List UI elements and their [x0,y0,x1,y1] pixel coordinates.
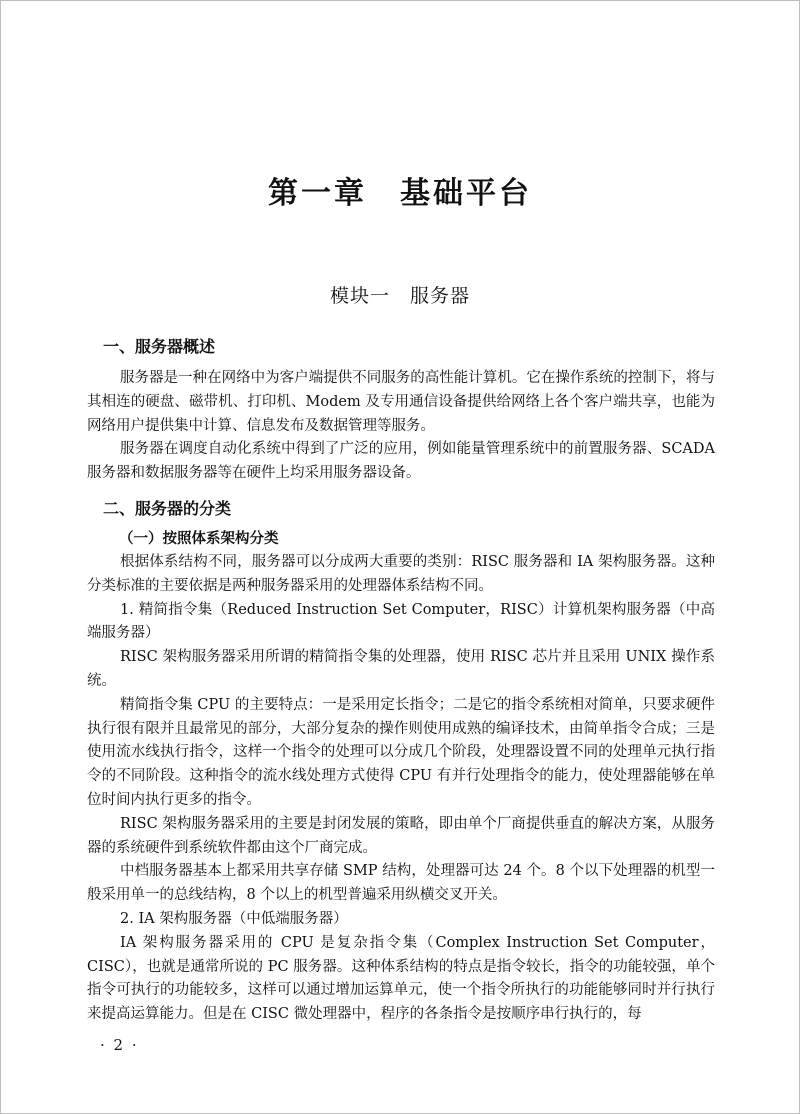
body-content [87,336,715,1027]
numbered-item-risc: 1. 精简指令集（Reduced Instruction Set Computer，RISC）计算机架构服务器（中高端服务器） [87,601,715,642]
paragraph: RISC 架构服务器采用所谓的精简指令集的处理器，使用 RISC 芯片并且采用 UNIX 操作系统。 [87,649,715,689]
numbered-item-ia: 2. IA 架构服务器（中低端服务器） [120,910,348,927]
module-title: 模块一 服务器 [329,285,470,307]
section-heading-overview: 一、服务器概述 [103,337,216,356]
paragraph: 根据体系结构不同，服务器可以分成两大重要的类别：RISC 服务器和 IA 架构服务器。这种分类标准的主要依据是两种服务器采用的处理器体系结构不同。 [87,553,715,594]
paragraph: 服务器是一种在网络中为客户端提供不同服务的高性能计算机。它在操作系统的控制下，将与其相连的硬盘、磁带机、打印机、Modem 及专用通信设备提供给网络上各个客户端共享，也能为网络用户提供集中计算、信息发布及数据管理等服务。 [87,370,715,434]
paragraph: 服务器在调度自动化系统中得到了广泛的应用，例如能量管理系统中的前置服务器、SCADA 服务器和数据服务器等在硬件上均采用服务器设备。 [87,441,715,482]
paragraph: IA 架构服务器采用的 CPU 是复杂指令集（Complex Instruction Set Computer，CISC），也就是通常所说的 PC 服务器。这种体系结构的特点是指令较长，指令的功能较强，单个指令可执行的功能较多，这样可以通过增加运算单元，使一个指令所执行的功能能够同时并行执行来提高运算能力。但是在 CISC 微处理器中，程序的各条指令是按顺序串行执行的，每 [87,934,715,1023]
paragraph: 精简指令集 CPU 的主要特点：一是采用定长指令；二是它的指令系统相对简单，只要求硬件执行很有限并且最常见的部分，大部分复杂的操作则使用成熟的编译技术，由简单指令合成；三是使用流水线执行指令，这样一个指令的处理可以分成几个阶段，处理器设置不同的处理单元执行指令的不同阶段。这种指令的流水线处理方式使得 CPU 有并行处理指令的能力，使处理器能够在单位时间内执行更多的指令。 [87,696,715,808]
paragraph: 中档服务器基本上都采用共享存储 SMP 结构，处理器可达 24 个。8 个以下处理器的机型一般采用单一的总线结构，8 个以上的机型普遍采用纵横交叉开关。 [87,863,715,904]
paragraph: RISC 架构服务器采用的主要是封闭发展的策略，即由单个厂商提供垂直的解决方案，从服务器的系统硬件到系统软件都由这个厂商完成。 [87,815,715,856]
chapter-title: 第一章 基础平台 [268,176,532,211]
page-number: · 2 · [100,1036,139,1054]
subsection-heading-architecture: （一）按照体系架构分类 [119,530,279,547]
section-heading-classification: 二、服务器的分类 [103,498,232,518]
